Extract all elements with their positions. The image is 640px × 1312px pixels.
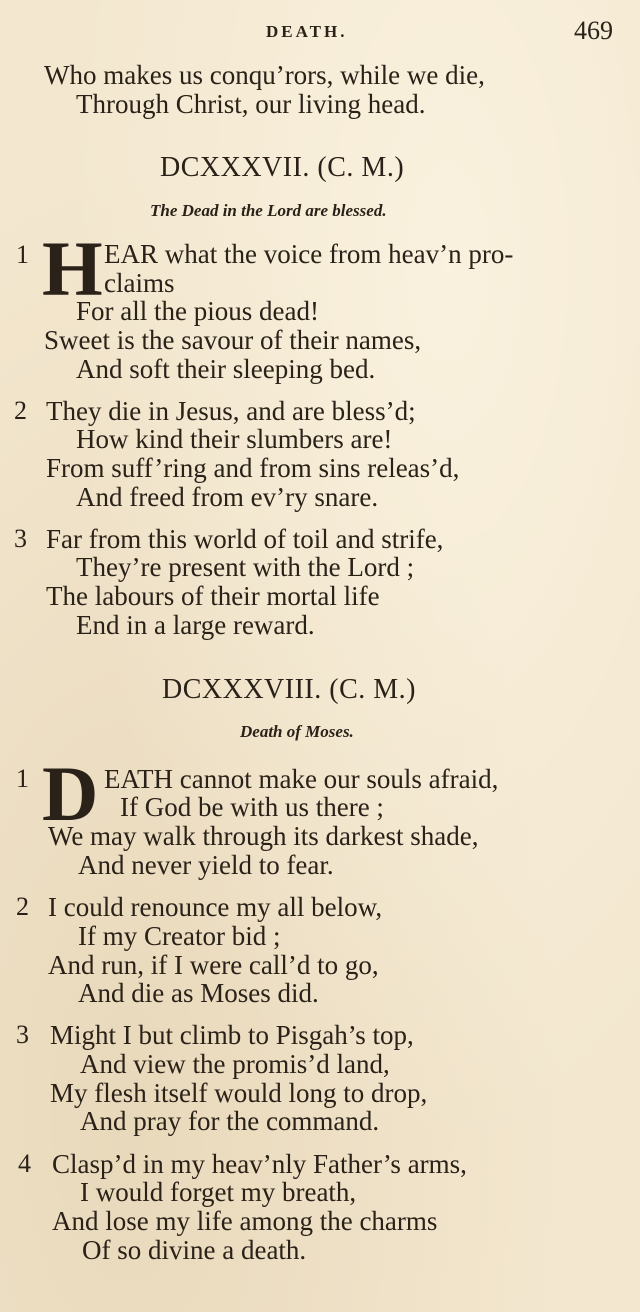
verse-line: EAR what the voice from heav’n pro-: [104, 239, 514, 269]
hymn-title: DCXXXVII. (C. M.): [160, 152, 405, 183]
verse-line: claims: [104, 268, 175, 298]
verse-line: Who makes us conqu’rors, while we die,: [44, 60, 485, 90]
running-title: DEATH.: [266, 22, 348, 41]
verse-line: Sweet is the savour of their names,: [44, 325, 422, 355]
verse-line: How kind their slumbers are!: [76, 424, 393, 454]
hymn-title: DCXXXVIII. (C. M.): [162, 674, 416, 705]
verse-number: 3: [16, 1020, 29, 1049]
verse-line: They’re present with the Lord ;: [76, 552, 415, 582]
verse-line: Of so divine a death.: [82, 1235, 307, 1265]
verse-number: 4: [18, 1149, 31, 1178]
drop-cap: H: [42, 225, 103, 312]
verse-line: If my Creator bid ;: [78, 921, 281, 951]
verse-line: My flesh itself would long to drop,: [50, 1078, 428, 1108]
verse-line: And lose my life among the charms: [52, 1206, 438, 1236]
verse-line: And view the promis’d land,: [80, 1049, 390, 1079]
verse-line: Might I but climb to Pisgah’s top,: [50, 1020, 414, 1050]
verse-line: I could renounce my all below,: [48, 892, 383, 922]
verse-line: The labours of their mortal life: [46, 581, 380, 611]
hymn-subtitle: The Dead in the Lord are blessed.: [150, 201, 387, 220]
verse-line: EATH cannot make our souls afraid,: [104, 764, 499, 794]
verse-line: Clasp’d in my heav’nly Father’s arms,: [52, 1149, 467, 1179]
verse-line: And die as Moses did.: [78, 978, 319, 1008]
drop-cap: D: [42, 750, 99, 837]
page-number: 469: [574, 16, 613, 45]
verse-line: And never yield to fear.: [78, 850, 334, 880]
verse-line: If God be with us there ;: [120, 792, 384, 822]
verse-number: 3: [14, 524, 27, 553]
verse-line: For all the pious dead!: [76, 296, 319, 326]
verse-line: Through Christ, our living head.: [76, 89, 426, 119]
page-header: [0, 14, 640, 50]
verse-number: 1: [16, 240, 29, 269]
verse-line: End in a large reward.: [76, 610, 315, 640]
verse-line: And run, if I were call’d to go,: [48, 950, 379, 980]
verse-number: 2: [16, 892, 29, 921]
verse-line: Far from this world of toil and strife,: [46, 524, 444, 554]
verse-line: They die in Jesus, and are bless’d;: [46, 396, 416, 426]
verse-line: We may walk through its darkest shade,: [48, 821, 479, 851]
verse-line: And freed from ev’ry snare.: [76, 482, 379, 512]
verse-number: 2: [14, 396, 27, 425]
verse-line: From suff’ring and from sins releas’d,: [46, 453, 460, 483]
verse-line: And pray for the command.: [80, 1106, 380, 1136]
verse-line: And soft their sleeping bed.: [76, 354, 376, 384]
verse-line: I would forget my breath,: [80, 1177, 357, 1207]
hymn-subtitle: Death of Moses.: [240, 722, 354, 741]
verse-number: 1: [16, 764, 29, 793]
